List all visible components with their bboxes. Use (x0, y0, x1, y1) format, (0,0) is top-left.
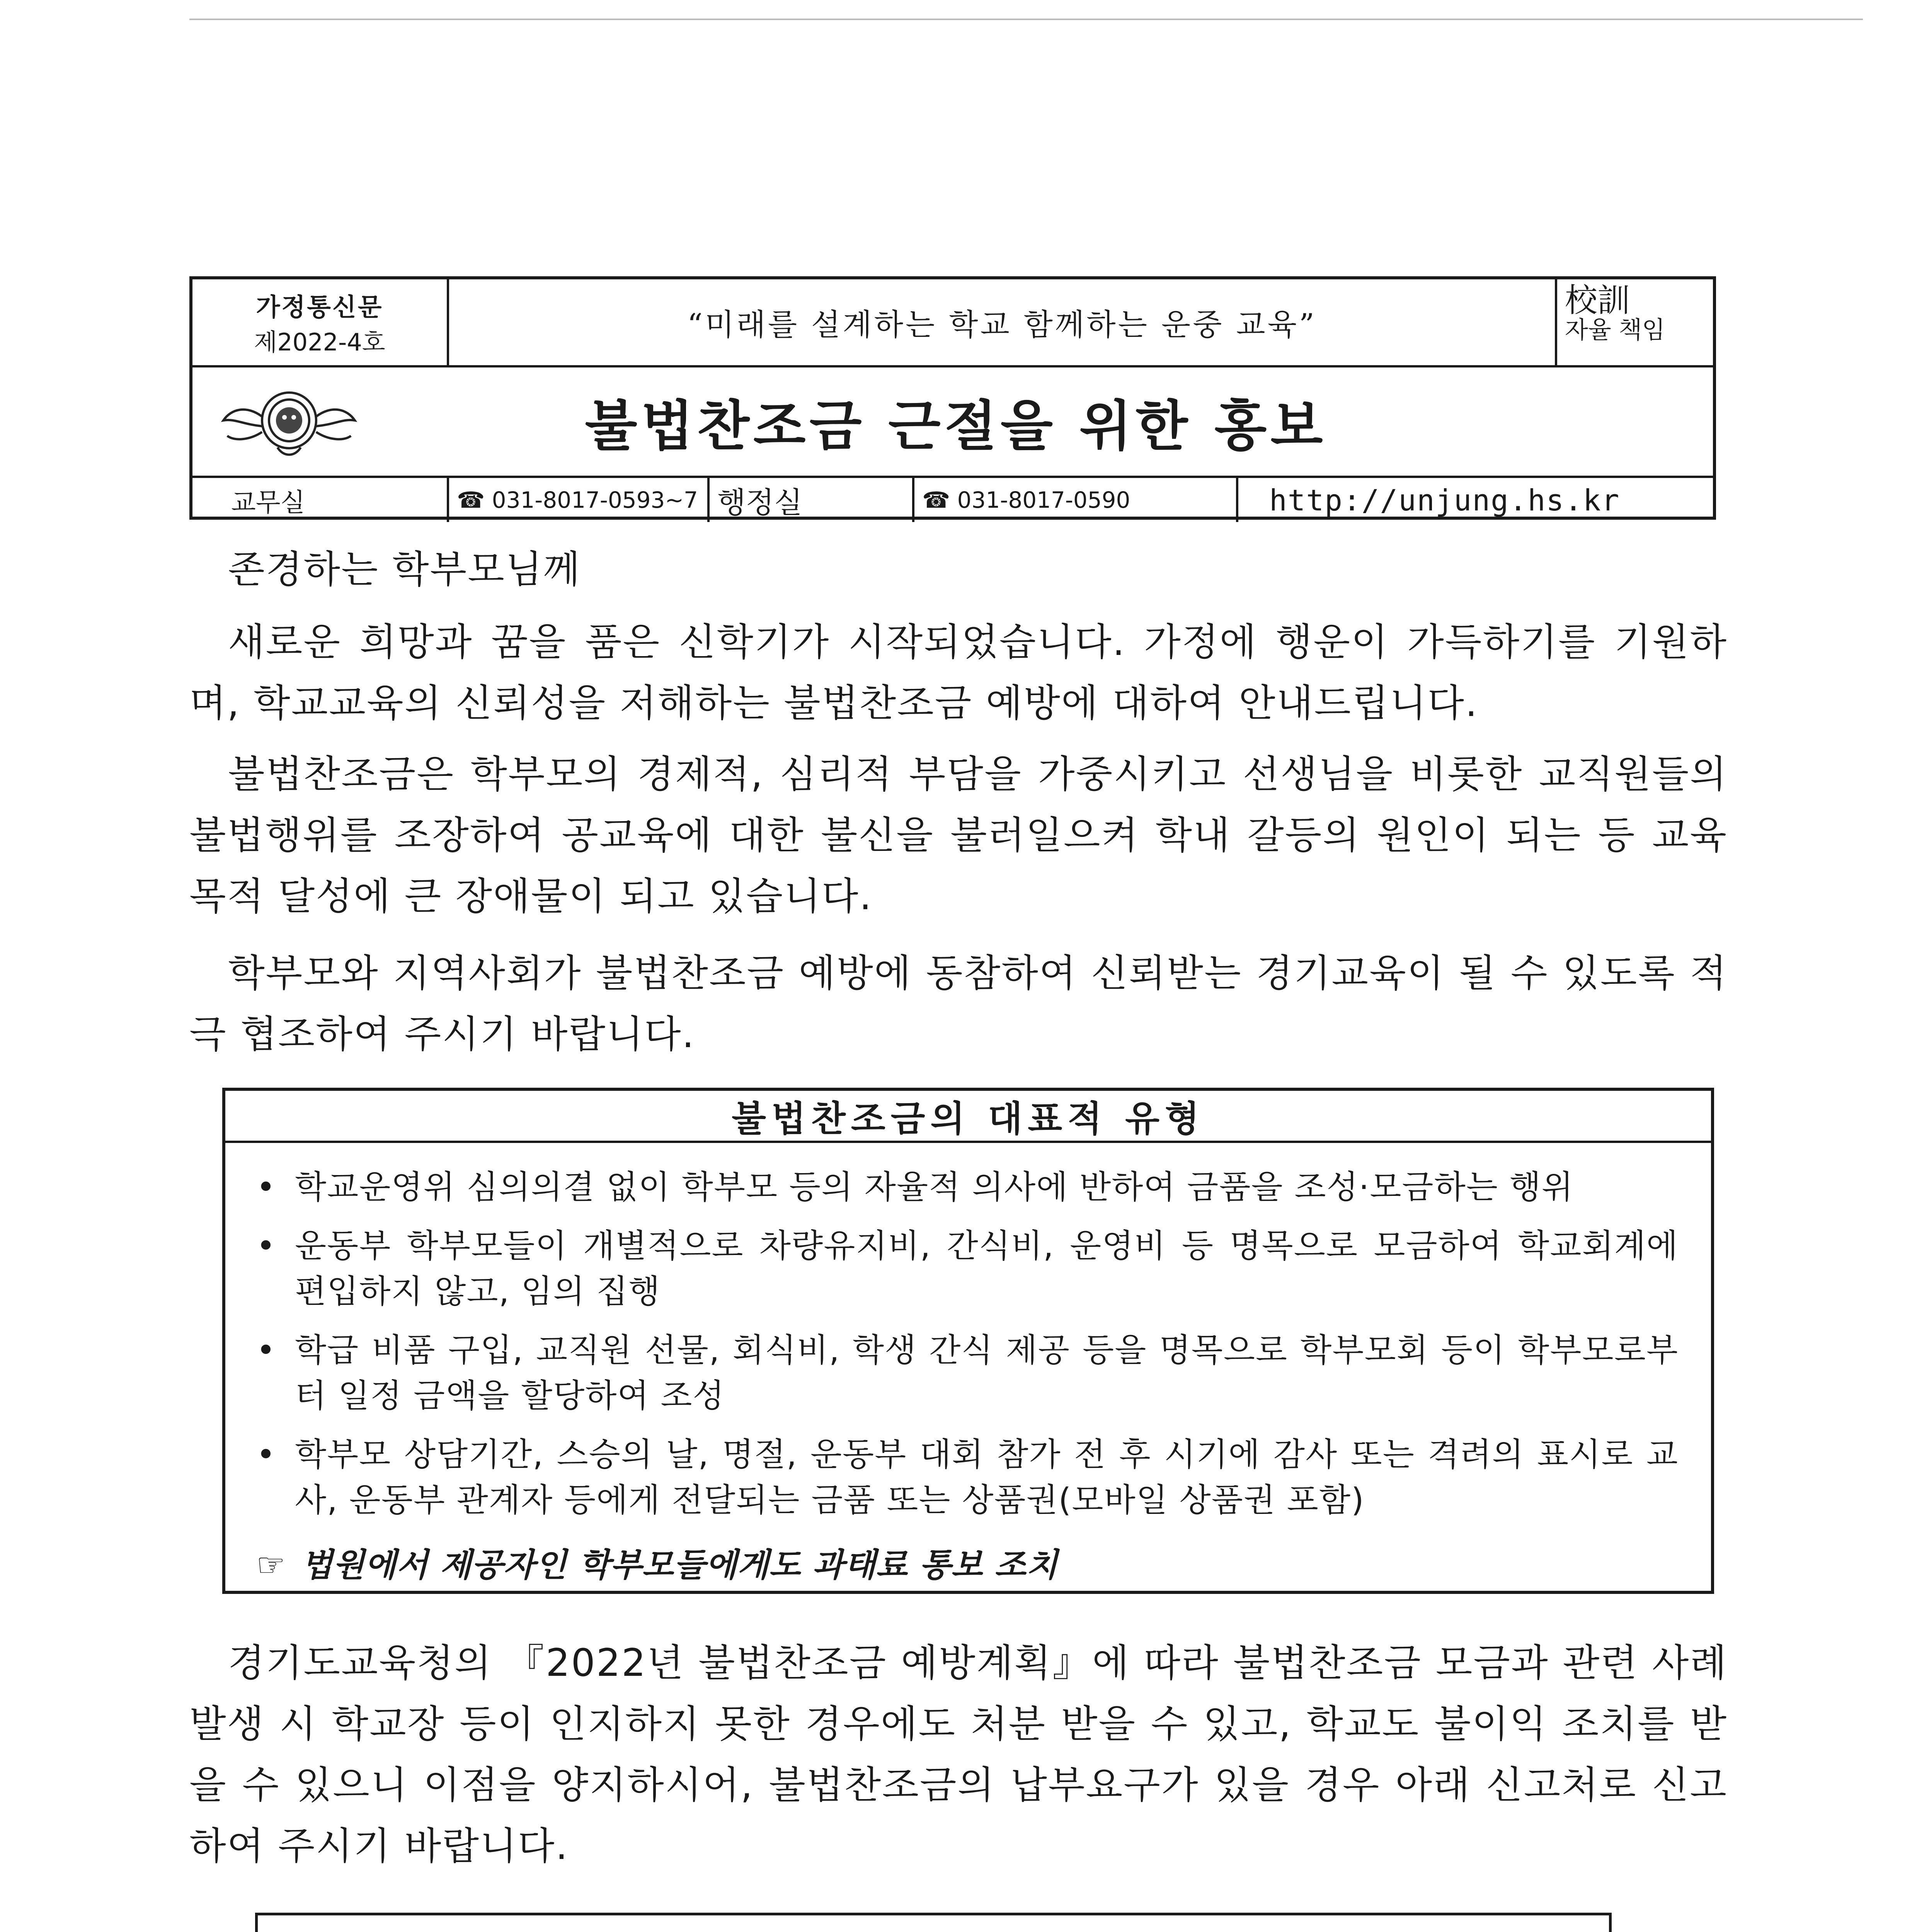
office2-label: 행정실 (717, 485, 803, 520)
bullet-icon: • (256, 1435, 276, 1473)
pointing-hand-icon: ☞ (256, 1546, 286, 1584)
paragraph-2: 불법찬조금은 학부모의 경제적, 심리적 부담을 가중시키고 선생님을 비롯한 교직원들의 불법행위를 조장하여 공교육에 대한 불신을 불러일으켜 학내 갈등의 원인이 되는 등 교육목적 달성에 큰 장애물이 되고 있습니다. (189, 752, 1728, 918)
issue-number: 제2022-4호 (254, 328, 385, 356)
greeting: 존경하는 학부모님께 (228, 548, 581, 592)
paragraph-1: 새로운 희망과 꿈을 품은 신학기가 시작되었습니다. 가정에 행운이 가득하기를 기원하며, 학교교육의 신뢰성을 저해하는 불법찬조금 예방에 대하여 안내드립니다. (189, 620, 1728, 725)
motto: “미래를 설계하는 학교 함께하는 운중 교육” (687, 308, 1317, 342)
list-item-text: 학급 비품 구입, 교직원 선물, 회식비, 학생 간식 제공 등을 명목으로 학부모회 등이 학부모로부터 일정 금액을 할당하여 조성 (295, 1331, 1679, 1415)
bullet-icon: • (256, 1227, 276, 1265)
typical-types-box (222, 1088, 1714, 1594)
school-motto-sub: 자율 책임 (1565, 316, 1665, 344)
bullet-icon: • (256, 1331, 276, 1369)
types-note-text: 법원에서 제공자인 학부모들에게도 과태료 통보 조치 (301, 1546, 1058, 1584)
types-note (256, 1539, 1058, 1586)
office1-phone: ☎ 031-8017-0593~7 (457, 487, 698, 513)
list-item (256, 1432, 1679, 1523)
school-emblem-icon (220, 374, 359, 467)
types-list (256, 1164, 1679, 1536)
list-item-text: 운동부 학부모들이 개별적으로 차량유지비, 간식비, 운영비 등 명목으로 모금하여 학교회계에 편입하지 않고, 임의 집행 (295, 1227, 1679, 1310)
school-motto-cell (1557, 283, 1712, 365)
paragraph-4: 경기도교육청의 『2022년 불법찬조금 예방계획』에 따라 불법찬조금 모금과 관련 사례 발생 시 학교장 등이 인지하지 못한 경우에도 처분 받을 수 있고, 학교도 불이익 조치를 받을 수 있으니 이점을 양지하시어, 불법찬조금의 납부요구가 있을 경우 아래 신고처로 신고하여 주시기 바랍니다. (189, 1641, 1728, 1868)
document-title: 불법찬조금 근절을 위한 홍보 (585, 395, 1327, 458)
doc-type: 가정통신문 (256, 293, 383, 322)
office2-phone: ☎ 031-8017-0590 (922, 487, 1130, 513)
paragraph-3: 학부모와 지역사회가 불법찬조금 예방에 동참하여 신뢰받는 경기교육이 될 수 있도록 적극 협조하여 주시기 바랍니다. (189, 951, 1728, 1056)
list-item-text: 학부모 상담기간, 스승의 날, 명절, 운동부 대회 참가 전 후 시기에 감사 또는 격려의 표시로 교사, 운동부 관계자 등에게 전달되는 금품 또는 상품권(모바일 상품권 포함) (295, 1435, 1679, 1519)
report-box (255, 1913, 1612, 1932)
list-item (256, 1164, 1679, 1210)
doc-type-cell (192, 279, 447, 365)
header-table (189, 276, 1716, 520)
website-link[interactable]: http://unjung.hs.kr (1269, 483, 1620, 517)
school-motto: 校訓 (1565, 281, 1630, 319)
list-item-text: 학교운영위 심의의결 없이 학부모 등의 자율적 의사에 반하여 금품을 조성·모금하는 행위 (295, 1168, 1574, 1206)
office1-label: 교무실 (231, 487, 305, 517)
list-item (256, 1327, 1679, 1418)
list-item (256, 1223, 1679, 1314)
types-title: 불법찬조금의 대표적 유형 (225, 1091, 1711, 1143)
bullet-icon: • (256, 1168, 276, 1206)
top-rule (189, 19, 1863, 20)
